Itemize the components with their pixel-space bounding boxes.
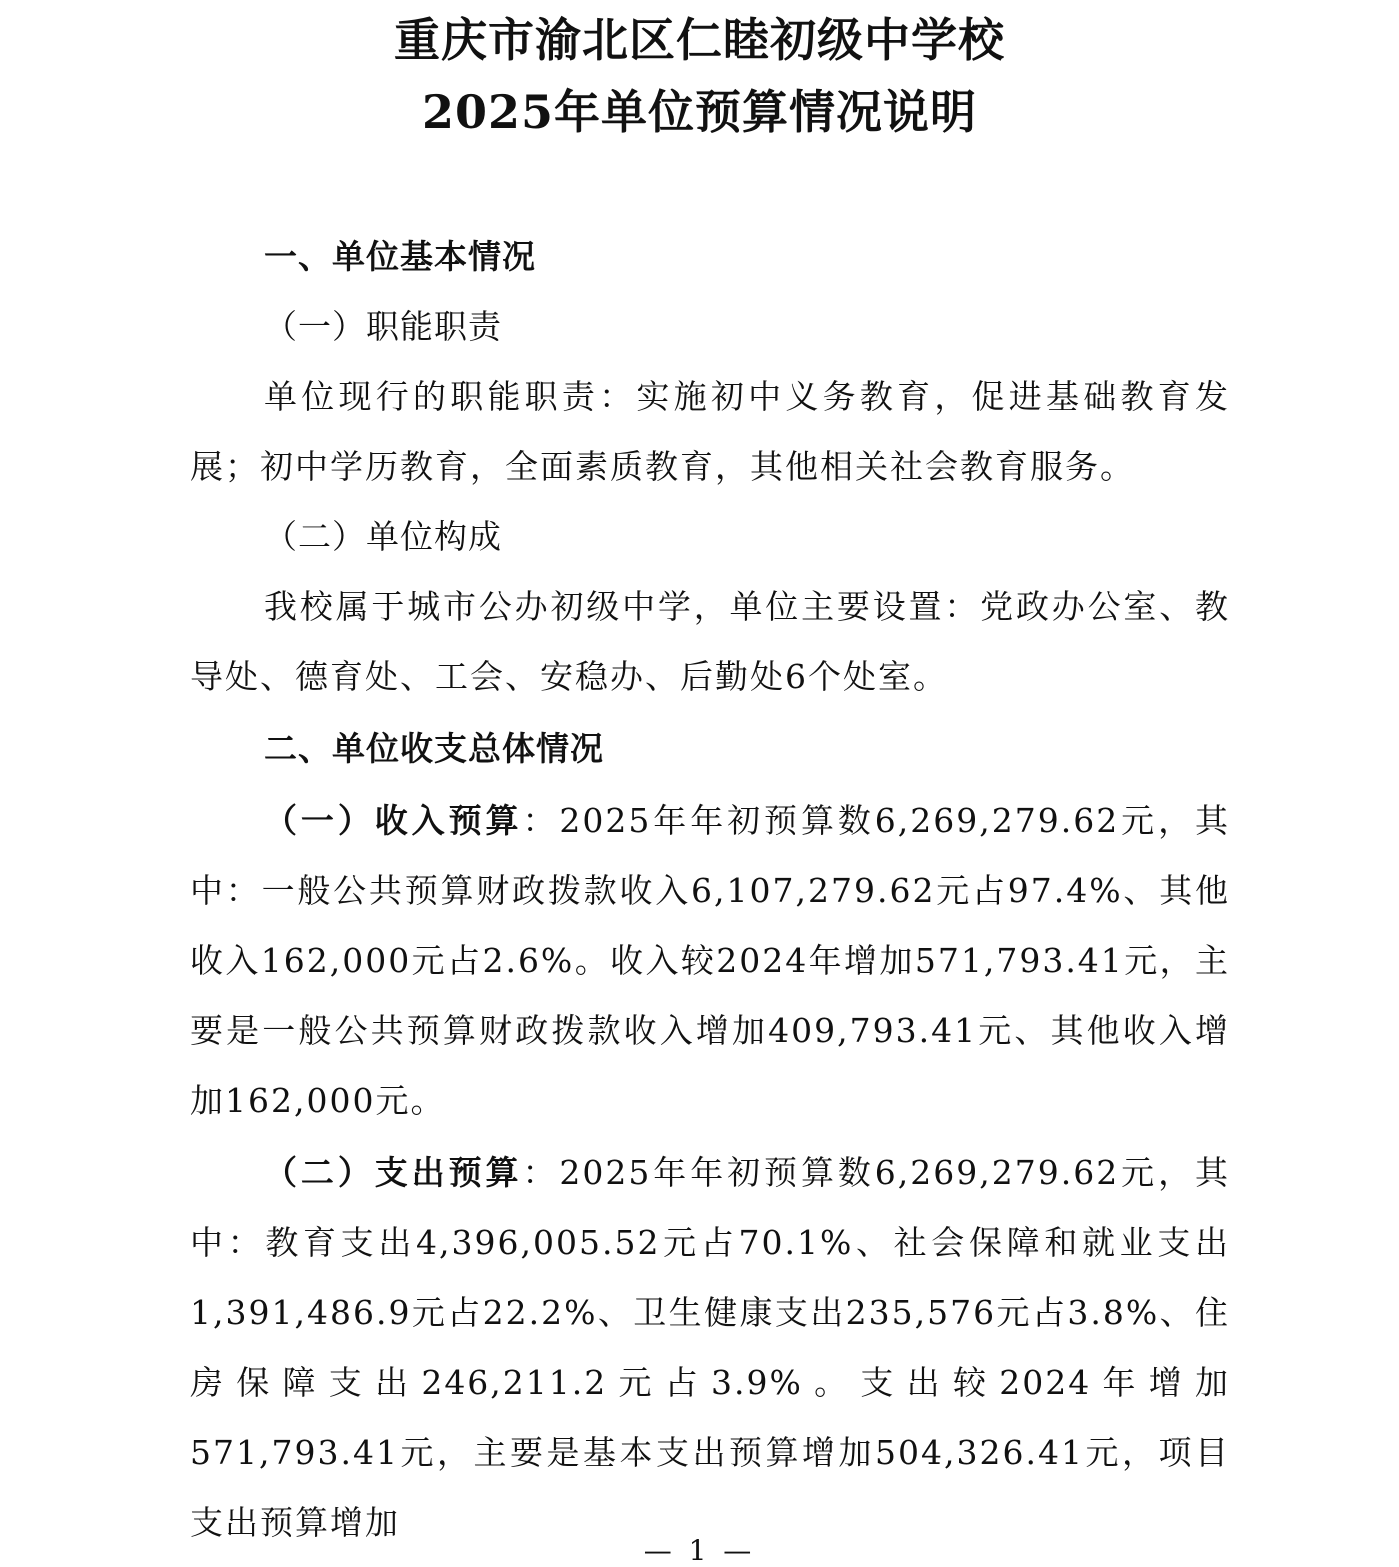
document-title-line1: 重庆市渝北区仁睦初级中学校 — [394, 13, 1005, 67]
paragraph-expenditure-budget — [190, 1138, 1230, 1558]
section-heading-basic-info: 一、单位基本情况 — [264, 237, 536, 276]
expenditure-budget-text: ：2025年年初预算数6,269,279.62元，其中：教育支出4,396,005.52元占70.1%、社会保障和就业支出1,391,486.9元占22.2%、卫生健康支出235,576元占3.8%、住房保障支出246,211.2元占3.9%。支出较2024年增加571,793.41元，主要是基本支出预算增加504,326.41元，项目支出预算增加 — [190, 1153, 1230, 1542]
expenditure-budget-label: （二）支出预算 — [264, 1153, 523, 1192]
income-budget-label: （一）收入预算 — [264, 801, 523, 840]
paragraph-composition: 我校属于城市公办初级中学，单位主要设置：党政办公室、教导处、德育处、工会、安稳办、后勤处6个处室。 — [190, 587, 1230, 696]
income-budget-text: ：2025年年初预算数6,269,279.62元，其中：一般公共预算财政拨款收入6,107,279.62元占97.4%、其他收入162,000元占2.6%。收入较2024年增加571,793.41元，主要是一般公共预算财政拨款收入增加409,793.41元、其他收入增加162,000元。 — [190, 801, 1230, 1120]
section-heading-budget-overview: 二、单位收支总体情况 — [264, 729, 604, 768]
document-title-line2: 2025年单位预算情况说明 — [421, 85, 978, 139]
paragraph-functions: 单位现行的职能职责：实施初中义务教育，促进基础教育发展；初中学历教育，全面素质教育，其他相关社会教育服务。 — [190, 377, 1230, 486]
page-number: — 1 — — [643, 1534, 756, 1567]
subheading-composition: （二）单位构成 — [264, 517, 502, 556]
subheading-functions: （一）职能职责 — [264, 307, 502, 346]
paragraph-income-budget — [190, 786, 1230, 1136]
